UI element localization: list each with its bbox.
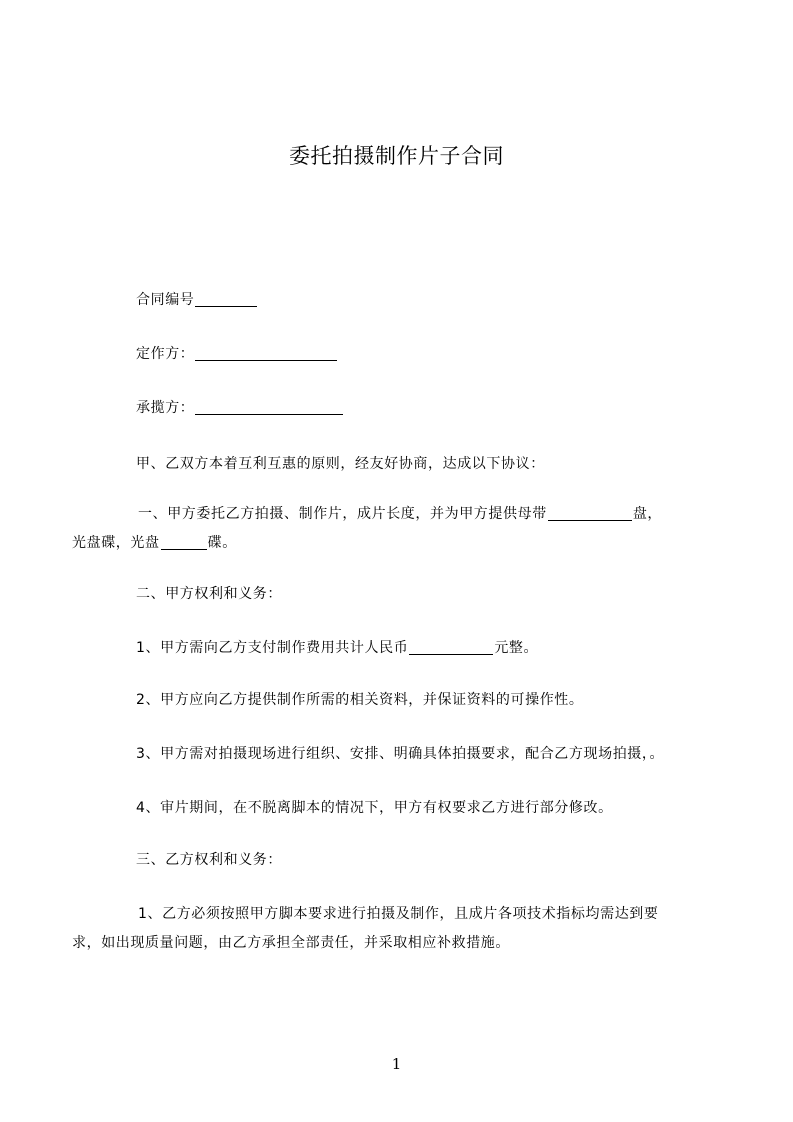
master-tape-blank [548, 502, 632, 521]
section-3-heading: 三、乙方权利和义务： [136, 852, 282, 868]
party-b-label: 承揽方： [136, 400, 195, 416]
section-2-item-1-text-a: 1、甲方需向乙方支付制作费用共计人民币 [136, 640, 409, 656]
party-a-label: 定作方： [136, 346, 195, 362]
clause-1-text-b: 盘， [632, 506, 663, 522]
party-b-blank [195, 396, 343, 415]
contract-number-label: 合同编号 [136, 292, 195, 308]
contract-number-blank [195, 288, 257, 307]
section-2-heading: 二、甲方权利和义务： [136, 586, 282, 602]
section-2-item-1 [105, 634, 693, 663]
clause-1-text-c: 光盘碟，光盘 [72, 535, 160, 551]
contract-number-line [105, 286, 693, 315]
section-3-item-1 [72, 900, 693, 958]
section-3-item-1-line-1: 1、乙方必须按照甲方脚本要求进行拍摄及制作，且成片各项技术指标均需达到要 [138, 906, 659, 922]
fee-amount-blank [409, 636, 493, 655]
party-a-blank [195, 342, 337, 361]
section-2-item-1-text-b: 元整。 [494, 640, 539, 656]
section-3-item-1-line-2: 求，如出现质量问题，由乙方承担全部责任，并采取相应补救措施。 [72, 935, 510, 951]
clause-1-text-d: 碟。 [207, 535, 237, 551]
party-a-line [105, 340, 693, 369]
page-number: 1 [391, 1055, 402, 1073]
cd-count-blank [161, 531, 207, 550]
document-title: 委托拍摄制作片子合同 [289, 144, 504, 168]
section-2-item-4: 4、审片期间，在不脱离脚本的情况下，甲方有权要求乙方进行部分修改。 [136, 800, 613, 816]
party-b-line [105, 394, 693, 423]
section-2-item-2: 2、甲方应向乙方提供制作所需的相关资料，并保证资料的可操作性。 [136, 692, 584, 708]
clause-1-paragraph [72, 500, 693, 558]
intro-paragraph: 甲、乙双方本着互利互惠的原则，经友好协商，达成以下协议： [136, 456, 545, 472]
clause-1-text-a: 一、甲方委托乙方拍摄、制作片，成片长度，并为甲方提供母带 [138, 506, 547, 522]
section-2-item-3: 3、甲方需对拍摄现场进行组织、安排、明确具体拍摄要求，配合乙方现场拍摄，。 [136, 746, 665, 762]
